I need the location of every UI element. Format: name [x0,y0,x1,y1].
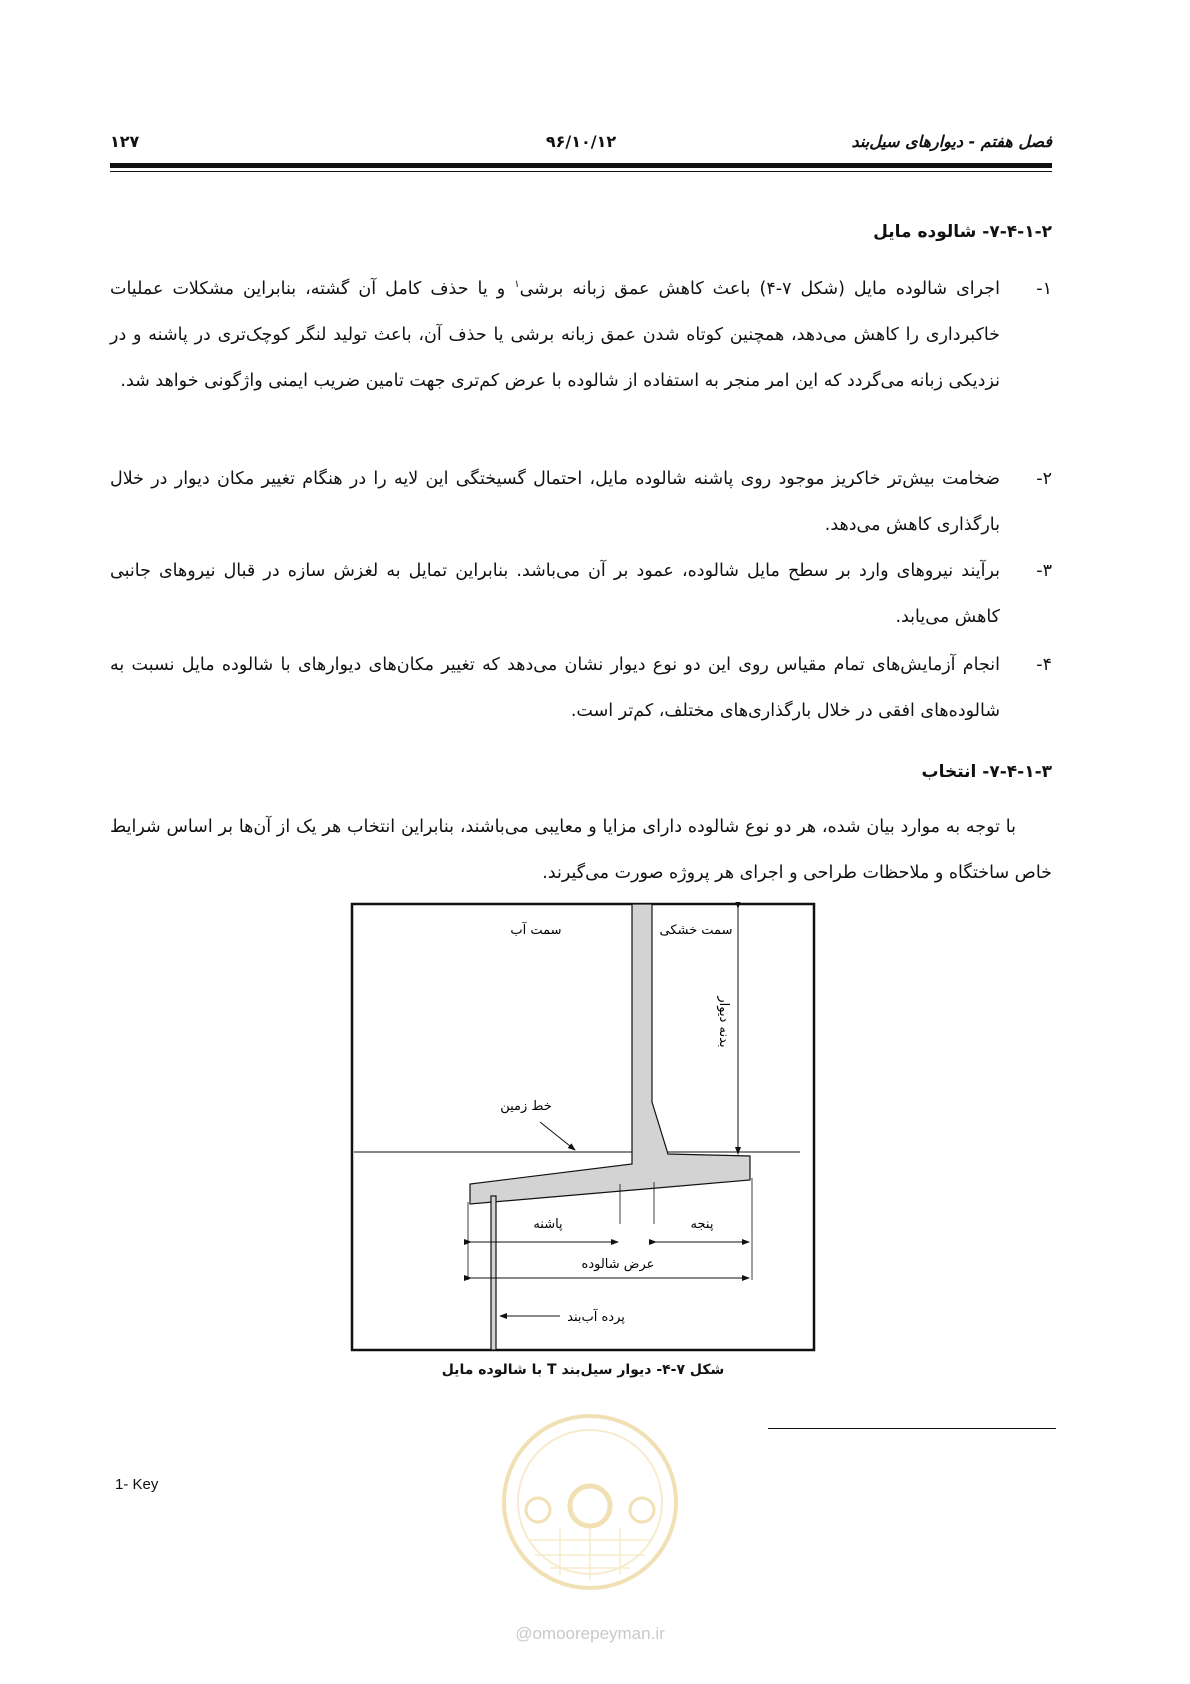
heel-label: پاشنه [533,1217,563,1232]
section-heading-inclined-footing: ۷-۴-۱-۲- شالوده مایل [873,222,1052,242]
list-item [110,266,1052,404]
section-heading-selection: ۷-۴-۱-۳- انتخاب [921,762,1052,782]
chapter-title: فصل هفتم - دیوارهای سیل‌بند [851,132,1052,151]
flood-wall-figure [350,902,816,1352]
dry-side-label: سمت خشکی [659,923,733,938]
selection-paragraph: با توجه به موارد بیان شده، هر دو نوع شالوده دارای مزایا و معایبی می‌باشند، بنابراین انتخاب هر یک از آن‌ها بر اساس شرایط خاص ساختگاه و ملاحظات طراحی و اجرای هر پروژه صورت می‌گیرند. [110,817,1052,883]
gear-icon [570,1486,610,1526]
footnote: 1- Key [115,1476,159,1493]
footing-width-label: عرض شالوده [581,1257,655,1272]
cutoff-wall-label: پرده آب‌بند [567,1310,625,1325]
ground-line-label: خط زمین [500,1099,552,1114]
list-item-text [110,266,1000,404]
list-item [110,642,1052,734]
wall-body-label: بدنه دیوار [716,996,731,1048]
header-rule-thin [110,171,1052,172]
excavator-icon [630,1498,654,1522]
watermark-logo [490,1410,690,1595]
watermark-url: @omoorepeyman.ir [515,1624,665,1643]
list-item-number: ۱- [1036,279,1052,299]
water-side-label: سمت آب [510,923,562,938]
cutoff-wall [491,1196,496,1350]
watermark-grid [530,1528,650,1580]
list-item-text-part: و یا حذف کامل آن گشته، بنابراین مشکلات عملیات خاکبرداری را کاهش می‌دهد، همچنین کوتاه شدن عمق زبانه برشی یا حذف آن، باعث تولید لنگر کوچک‌تری در پاشنه و در نزدیکی زبانه می‌گردد که این امر منجر به استفاده از شالوده با عرض کم‌تری جهت تامین ضریب ایمنی واژگونی خواهد شد. [110,279,1000,391]
list-item-number: ۲- [1036,469,1052,489]
toe-label: پنجه [690,1217,714,1232]
figure-caption: شکل ۷-۴- دیوار سیل‌بند T با شالوده مایل [441,1362,725,1378]
list-item [110,548,1052,640]
footnote-separator [768,1428,1056,1429]
list-item-text: انجام آزمایش‌های تمام مقیاس روی این دو نوع دیوار نشان می‌دهد که تغییر مکان‌های دیوارهای با شالوده مایل نسبت به شالوده‌های افقی در خلال بارگذاری‌های مختلف، کم‌تر است. [110,655,1000,721]
header-rule-thick [110,163,1052,168]
list-item-number: ۳- [1036,561,1052,581]
list-item [110,456,1052,548]
header-date: ۹۶/۱۰/۱۲ [545,132,617,151]
page-header [110,130,1052,158]
list-item-number: ۴- [1036,655,1052,675]
figure-frame [352,904,814,1350]
list-item-text: برآیند نیروهای وارد بر سطح مایل شالوده، عمود بر آن می‌باشد. بنابراین تمایل به لغزش سازه در قبال نیروهای جانبی کاهش می‌یابد. [110,561,1000,627]
footnote-ref[interactable]: ۱ [514,279,520,291]
page-number: ۱۲۷ [110,132,140,151]
scale-icon [526,1498,550,1522]
list-item-text-part: اجرای شالوده مایل (شکل ۷-۴) باعث کاهش عمق زبانه برشی [519,279,1000,299]
list-item-text: ضخامت بیش‌تر خاکریز موجود روی پاشنه شالوده مایل، احتمال گسیختگی این لایه را در هنگام تغییر مکان دیوار در خلال بارگذاری کاهش می‌دهد. [110,469,1000,535]
